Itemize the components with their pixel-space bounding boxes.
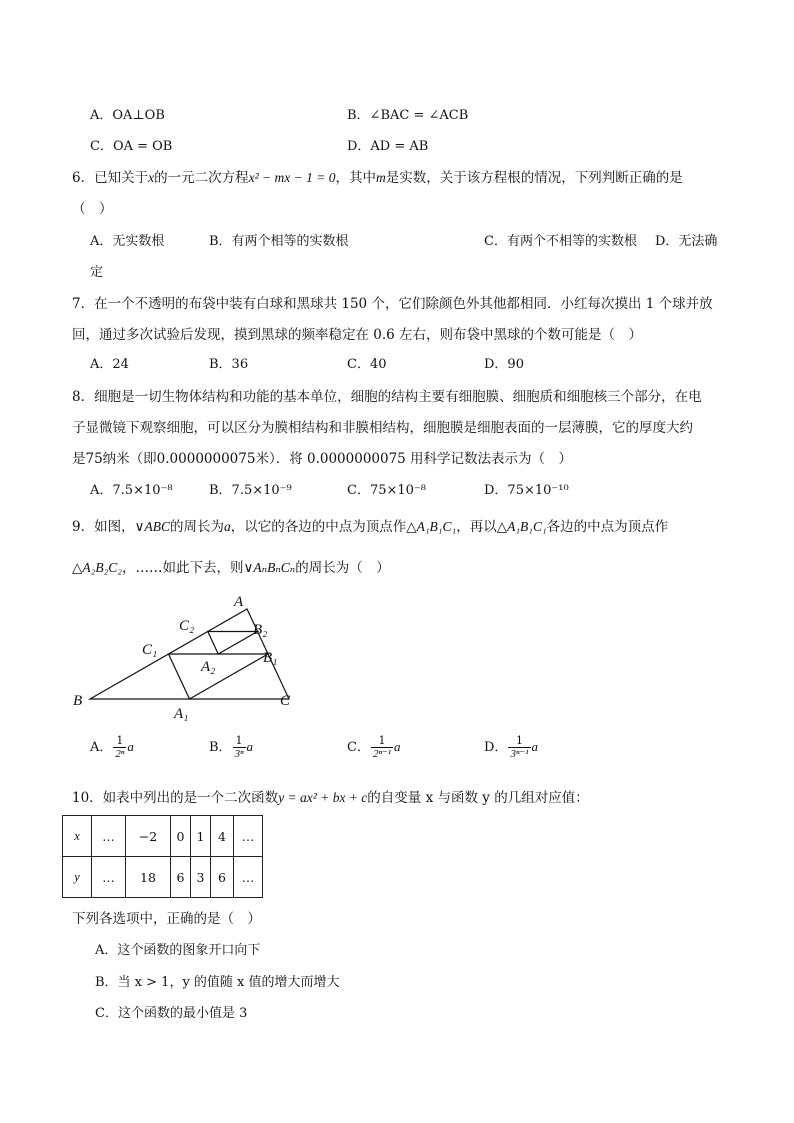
q10-function: y = ax² + bx + c (278, 790, 368, 805)
q8-option-c: C．75×10⁻⁸ (347, 483, 426, 498)
table-cell: … (234, 857, 263, 898)
table-cell: 3 (191, 857, 211, 898)
q7-option-d: D．90 (484, 357, 524, 372)
q7-option-b: B．36 (209, 357, 249, 372)
q10-stem-post: 的自变量 x 与函数 y 的几组对应值： (367, 790, 589, 806)
table-cell: 6 (171, 857, 191, 898)
q9-option-c-numerator: 1 (371, 735, 393, 748)
q6-option-d-cont: 定 (90, 265, 104, 280)
q5-option-d: D．AD = AB (347, 139, 429, 154)
q7-option-a: A．24 (90, 357, 129, 372)
q9-triangle-a2: △A₂B₂C₂ (72, 560, 122, 575)
table-cell: x (63, 816, 92, 857)
label-a: A (234, 594, 244, 610)
q6-stem-post: 是实数，关于该方程根的情况，下列判断正确的是 (385, 170, 683, 186)
q9-line2 (72, 556, 390, 576)
table-cell: 6 (211, 857, 234, 898)
q9-option-d-denominator: 3ⁿ⁻¹ (510, 748, 529, 760)
q6-stem-mid2: ，其中 (335, 170, 376, 186)
q6-option-b: B．有两个相等的实数根 (209, 234, 349, 249)
label-b1: B₁ (263, 650, 278, 666)
q9-option-a-var: a (127, 739, 134, 754)
q9-line1-mid3: ，再以 (456, 519, 497, 535)
label-c2: C₂ (179, 618, 195, 634)
q6-stem-pre: 6．已知关于 (72, 170, 149, 186)
q6-equation: x² − mx − 1 = 0 (248, 170, 336, 185)
q7-option-c: C．40 (347, 357, 387, 372)
q9-option-d-fraction (508, 735, 530, 760)
table-row (63, 857, 263, 898)
label-a1: A₁ (174, 706, 189, 722)
q9-option-a-numerator: 1 (113, 735, 126, 748)
q8-option-d: D．75×10⁻¹⁰ (484, 483, 569, 498)
q9-triangle-a1: △A₁B₁C₁ (406, 519, 457, 534)
q9-triangle-a1b: △A₁B₁C₁ (496, 519, 547, 534)
table-cell: … (92, 816, 126, 857)
q9-triangle-abc: ∨ABC (134, 519, 170, 534)
q9-option-b-var: a (246, 739, 254, 754)
q9-option-b-denominator: 3ⁿ (234, 748, 244, 760)
q9-var-a: a (223, 519, 231, 534)
table-cell: −2 (126, 816, 171, 857)
q5-option-b: B．∠BAC = ∠ACB (347, 108, 469, 123)
q9-option-d (484, 735, 538, 760)
q9-option-b (209, 735, 253, 760)
q9-option-d-numerator: 1 (508, 735, 530, 748)
q6-stem (72, 166, 683, 186)
q9-triangle-figure (60, 588, 310, 723)
q9-line1-mid2: ，以它的各边的中点为顶点作 (230, 519, 407, 535)
table-cell: 0 (171, 816, 191, 857)
q10-value-table (62, 815, 263, 898)
q8-line2: 子显微镜下观察细胞，可以区分为膜相结构和非膜相结构，细胞膜是细胞表面的一层薄膜，它的厚度大约 (72, 420, 693, 436)
label-c1: C₁ (142, 642, 158, 658)
q8-option-a: A．7.5×10⁻⁸ (90, 483, 173, 498)
q6-paren: （ ） (72, 201, 113, 217)
q9-option-c-var: a (394, 739, 401, 754)
q6-option-d: D．无法确 (655, 234, 718, 249)
q9-line2-mid: ，……如此下去，则 (121, 560, 244, 576)
q9-option-a (90, 735, 134, 760)
label-a2: A₂ (201, 659, 216, 675)
q10-stem-pre: 10．如表中列出的是一个二次函数 (72, 790, 279, 806)
q9-line1-post: 各边的中点为顶点作 (546, 519, 669, 535)
q8-line3: 是75纳米（即0.0000000075米）．将 0.0000000075 用科学记数法表示为（ ） (72, 451, 573, 467)
label-b: B (73, 693, 83, 709)
q9-option-a-denominator: 2ⁿ (115, 748, 125, 760)
q5-option-c: C．OA = OB (90, 139, 173, 154)
q10-prompt: 下列各选项中，正确的是（ ） (72, 911, 261, 927)
q6-var-x: x (148, 170, 155, 185)
q9-line1-mid: 的周长为 (169, 519, 224, 535)
q9-option-c-denominator: 2ⁿ⁻¹ (372, 748, 392, 760)
label-b2: B₂ (253, 622, 268, 638)
q9-triangle-an: ∨AₙBₙCₙ (243, 560, 296, 575)
q8-line1: 8．细胞是一切生物体结构和功能的基本单位，细胞的结构主要有细胞膜、细胞质和细胞核三个部分，在电 (72, 389, 702, 405)
table-cell: … (92, 857, 126, 898)
table-cell: y (63, 857, 92, 898)
triangle-a2b2c2 (208, 632, 258, 655)
q9-option-a-label: A． (90, 740, 113, 755)
q9-line1 (72, 515, 668, 535)
q7-line2: 回，通过多次试验后发现，摸到黑球的频率稳定在 0.6 左右，则布袋中黑球的个数可能是（ ） (72, 327, 643, 343)
q10-option-c: C．这个函数的最小值是 3 (95, 1006, 248, 1021)
q6-option-a: A．无实数根 (90, 234, 165, 249)
q9-option-c-fraction (371, 735, 393, 760)
q10-option-a: A．这个函数的图象开口向下 (95, 943, 261, 958)
table-row (63, 816, 263, 857)
q10-option-b: B．当 x > 1，y 的值随 x 值的增大而增大 (95, 975, 340, 990)
q9-option-d-label: D． (484, 740, 508, 755)
q9-line2-post: 的周长为（ ） (295, 560, 390, 576)
q9-option-a-fraction (113, 735, 126, 760)
table-cell: … (234, 816, 263, 857)
q10-stem (72, 786, 589, 806)
q6-var-m: m (375, 170, 386, 185)
q6-stem-mid: 的一元二次方程 (154, 170, 249, 186)
table-cell: 4 (211, 816, 234, 857)
q5-option-a: A．OA⊥OB (90, 108, 165, 123)
q9-option-c (347, 735, 401, 760)
label-c: C (280, 693, 291, 709)
q9-line1-pre: 9．如图， (72, 519, 135, 535)
q6-option-c: C．有两个不相等的实数根 (484, 234, 637, 249)
q9-option-d-var: a (531, 739, 539, 754)
table-cell: 1 (191, 816, 211, 857)
q9-option-b-label: B． (209, 740, 232, 755)
q8-option-b: B．7.5×10⁻⁹ (209, 483, 292, 498)
q9-option-b-numerator: 1 (233, 735, 246, 748)
q7-line1: 7．在一个不透明的布袋中装有白球和黑球共 150 个，它们除颜色外其他都相同．小红每次摸出 1 个球并放 (72, 296, 713, 312)
table-cell: 18 (126, 857, 171, 898)
triangle-a1b1c1 (169, 654, 269, 699)
q9-option-c-label: C． (347, 740, 370, 755)
q9-option-b-fraction (233, 735, 246, 760)
